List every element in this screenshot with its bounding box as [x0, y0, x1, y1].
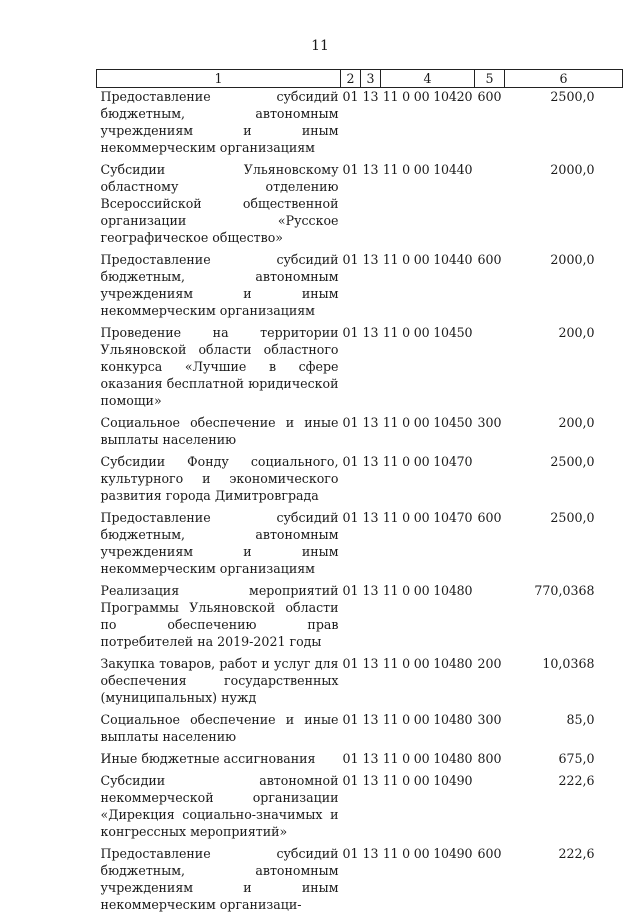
page-number: 11 — [0, 38, 640, 54]
row-col-5 — [475, 161, 505, 251]
table-row — [97, 711, 623, 750]
table-row — [97, 509, 623, 582]
row-col-3: 13 — [361, 772, 381, 845]
row-sum: 85,0 — [505, 711, 623, 750]
row-sum: 770,0368 — [505, 582, 623, 655]
row-col-5: 600 — [475, 251, 505, 324]
row-sum: 200,0 — [505, 324, 623, 414]
row-sum: 10,0368 — [505, 655, 623, 711]
table-row — [97, 582, 623, 655]
row-col-5 — [475, 772, 505, 845]
header-col-3: 3 — [361, 70, 381, 88]
table-row — [97, 414, 623, 453]
row-name: Социальное обеспечение и иные выплаты населению — [97, 414, 341, 453]
row-col-2: 01 — [341, 750, 361, 772]
row-code: 11 0 00 10480 — [381, 582, 475, 655]
row-col-3: 13 — [361, 453, 381, 509]
row-sum: 2500,0 — [505, 509, 623, 582]
row-col-2: 01 — [341, 582, 361, 655]
row-sum: 222,6 — [505, 772, 623, 845]
header-col-5: 5 — [475, 70, 505, 88]
row-code: 11 0 00 10470 — [381, 509, 475, 582]
row-col-3: 13 — [361, 161, 381, 251]
table-row — [97, 750, 623, 772]
row-name: Предоставление субсидий бюджетным, автономным учреждениям и иным некоммерческим организаци- — [97, 845, 341, 918]
header-col-1: 1 — [97, 70, 341, 88]
row-code: 11 0 00 10470 — [381, 453, 475, 509]
row-code: 11 0 00 10480 — [381, 750, 475, 772]
row-col-2: 01 — [341, 711, 361, 750]
row-name: Субсидии автономной некоммерческой организации «Дирекция социально-значимых и конгрессных мероприятий» — [97, 772, 341, 845]
row-col-3: 13 — [361, 88, 381, 162]
row-sum: 675,0 — [505, 750, 623, 772]
row-col-5: 600 — [475, 88, 505, 162]
row-code: 11 0 00 10440 — [381, 251, 475, 324]
row-col-2: 01 — [341, 88, 361, 162]
row-col-2: 01 — [341, 324, 361, 414]
row-col-2: 01 — [341, 509, 361, 582]
table-row — [97, 161, 623, 251]
table-row — [97, 772, 623, 845]
row-sum: 2000,0 — [505, 251, 623, 324]
row-col-5: 600 — [475, 509, 505, 582]
row-name: Закупка товаров, работ и услуг для обеспечения государственных (муниципальных) нужд — [97, 655, 341, 711]
table-row — [97, 845, 623, 918]
row-col-5: 300 — [475, 711, 505, 750]
row-code: 11 0 00 10420 — [381, 88, 475, 162]
row-col-5: 600 — [475, 845, 505, 918]
row-name: Реализация мероприятий Программы Ульяновской области по обеспечению прав потребителей на 2019-2021 годы — [97, 582, 341, 655]
row-sum: 2500,0 — [505, 453, 623, 509]
row-code: 11 0 00 10450 — [381, 414, 475, 453]
row-sum: 2000,0 — [505, 161, 623, 251]
row-name: Субсидии Фонду социального, культурного и экономического развития города Димитровграда — [97, 453, 341, 509]
table-row — [97, 251, 623, 324]
row-name: Предоставление субсидий бюджетным, автономным учреждениям и иным некоммерческим организациям — [97, 509, 341, 582]
row-code: 11 0 00 10480 — [381, 711, 475, 750]
table-row — [97, 655, 623, 711]
row-sum: 2500,0 — [505, 88, 623, 162]
row-col-3: 13 — [361, 655, 381, 711]
row-col-3: 13 — [361, 251, 381, 324]
table-row — [97, 88, 623, 162]
row-col-3: 13 — [361, 324, 381, 414]
row-col-2: 01 — [341, 414, 361, 453]
row-col-2: 01 — [341, 845, 361, 918]
table-row — [97, 324, 623, 414]
row-name: Социальное обеспечение и иные выплаты населению — [97, 711, 341, 750]
row-name: Субсидии Ульяновскому областному отделению Всероссийской общественной организации «Русское географическое общество» — [97, 161, 341, 251]
row-col-5: 800 — [475, 750, 505, 772]
row-name: Предоставление субсидий бюджетным, автономным учреждениям и иным некоммерческим организациям — [97, 251, 341, 324]
row-col-3: 13 — [361, 750, 381, 772]
row-col-5 — [475, 324, 505, 414]
header-col-4: 4 — [381, 70, 475, 88]
row-col-3: 13 — [361, 414, 381, 453]
row-code: 11 0 00 10490 — [381, 845, 475, 918]
row-name: Предоставление субсидий бюджетным, автономным учреждениям и иным некоммерческим организациям — [97, 88, 341, 162]
row-name: Иные бюджетные ассигнования — [97, 750, 341, 772]
row-col-5 — [475, 582, 505, 655]
row-code: 11 0 00 10480 — [381, 655, 475, 711]
row-col-2: 01 — [341, 453, 361, 509]
row-col-3: 13 — [361, 582, 381, 655]
row-sum: 200,0 — [505, 414, 623, 453]
row-col-3: 13 — [361, 509, 381, 582]
row-sum: 222,6 — [505, 845, 623, 918]
row-col-5: 300 — [475, 414, 505, 453]
table-row — [97, 453, 623, 509]
row-col-5: 200 — [475, 655, 505, 711]
row-col-2: 01 — [341, 772, 361, 845]
header-col-2: 2 — [341, 70, 361, 88]
table-header-row — [97, 70, 623, 88]
row-col-2: 01 — [341, 655, 361, 711]
row-col-2: 01 — [341, 161, 361, 251]
header-col-6: 6 — [505, 70, 623, 88]
row-col-3: 13 — [361, 711, 381, 750]
row-name: Проведение на территории Ульяновской области областного конкурса «Лучшие в сфере оказания бесплатной юридической помощи» — [97, 324, 341, 414]
row-col-5 — [475, 453, 505, 509]
row-col-3: 13 — [361, 845, 381, 918]
row-code: 11 0 00 10490 — [381, 772, 475, 845]
table-body — [97, 88, 623, 918]
budget-table — [96, 69, 623, 918]
row-code: 11 0 00 10450 — [381, 324, 475, 414]
row-col-2: 01 — [341, 251, 361, 324]
row-code: 11 0 00 10440 — [381, 161, 475, 251]
